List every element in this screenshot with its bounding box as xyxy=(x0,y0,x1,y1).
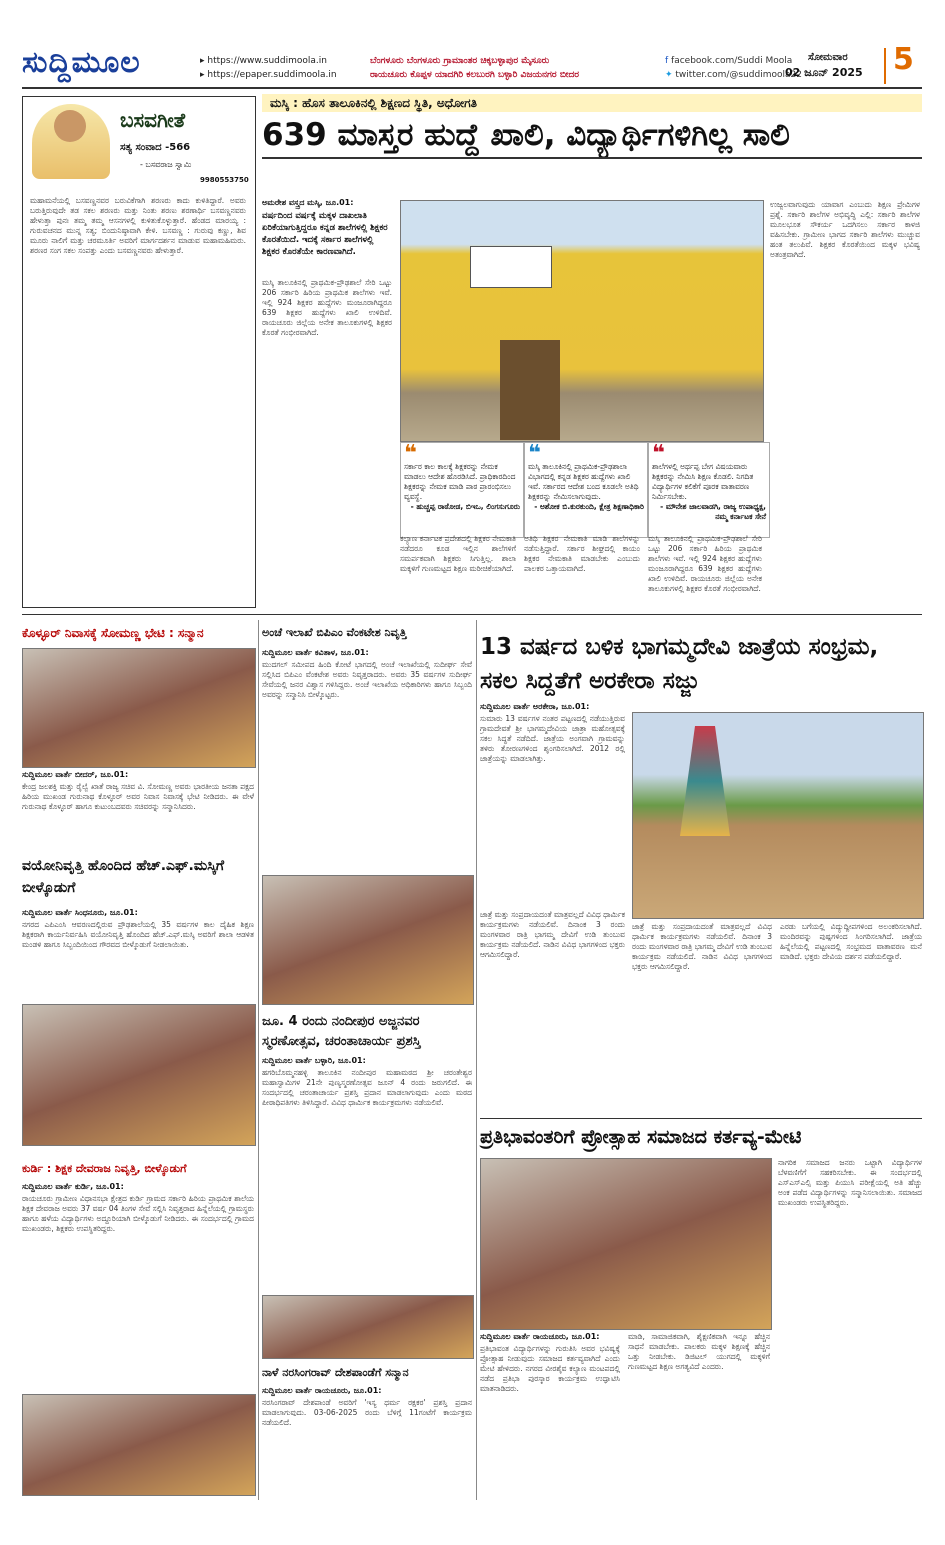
globe-icon: ▸ xyxy=(200,70,208,80)
masthead-logo: ಸುದ್ದಿಮೂಲ xyxy=(22,45,141,80)
bpm-photo xyxy=(262,875,474,1005)
narasing-dateline: ಸುದ್ದಿಮೂಲ ವಾರ್ತೆ ರಾಯಚೂರು, ಜೂ.01: xyxy=(262,1386,382,1395)
section-rule xyxy=(22,614,922,615)
jatre-body-2: ಜಾತ್ರೆ ಮತ್ತು ಸಂಪ್ರದಾಯದಂತೆ ಮಾತ್ರವಲ್ಲದೆ ವಿವಿಧ ಧಾರ್ಮಿಕ ಕಾರ್ಯಕ್ರಮಗಳು ನಡೆಯಲಿವೆ. ದಿನಾಂಕ 3 ರಂದು ಮಂಗಳವಾರ ರಾತ್ರಿ ಭಾಗಮ್ಮ ದೇವಿಗೆ ಉಡಿ ತುಂಬುವ ಕಾರ್ಯಕ್ರಮ ನಡೆಯಲಿದೆ. ನಾಡಿನ ವಿವಿಧ ಭಾಗಗಳಿಂದ ಭಕ್ತರು ಆಗಮಿಸಲಿದ್ದಾರೆ. xyxy=(480,910,625,959)
masthead-urls xyxy=(200,54,337,82)
basava-phone: 9980553750 xyxy=(200,176,249,184)
lead-body-3b: ಮಸ್ಕಿ ತಾಲೂಕಿನಲ್ಲಿ ಪ್ರಾಥಮಿಕ-ಪ್ರೌಢಶಾಲೆ ಸೇರಿ ಒಟ್ಟು 206 ಸರ್ಕಾರಿ ಹಿರಿಯ ಪ್ರಾಥಮಿಕ ಶಾಲೆಗಳು ಇವೆ. ಇಲ್ಲಿ 924 ಶಿಕ್ಷಕರ ಹುದ್ದೆಗಳು ಮಂಜೂರಾಗಿದ್ದರೂ 639 ಶಿಕ್ಷಕರ ಹುದ್ದೆಗಳು ಖಾಲಿ ಉಳಿದಿವೆ. ರಾಯಚೂರು ಜಿಲ್ಲೆಯ ಅನೇಕ ತಾಲೂಕುಗಳಲ್ಲಿ ಶಿಕ್ಷಕರ ಕೊರತೆ ಗಂಭೀರವಾಗಿದೆ. xyxy=(648,534,762,593)
day-label: ಸೋಮವಾರ xyxy=(808,52,848,63)
lead-right-column: ಉಜ್ವಲವಾಗುವುದು ಯಾವಾಗ ಎಂಬುದು ಶಿಕ್ಷಣ ಪ್ರೇಮಿಗಳ ಪ್ರಶ್ನೆ. ಸರ್ಕಾರಿ ಶಾಲೆಗಳ ಅಭಿವೃದ್ಧಿ ಎಲ್ಲಿ: ಸರ್ಕಾರಿ ಶಾಲೆಗಳ ಮೂಲಭೂತ ಸೌಕರ್ಯ ಒದಗಿಸಲು ಸರ್ಕಾರ ಕಾಳಜಿ ವಹಿಸಬೇಕು. ಗ್ರಾಮೀಣ ಭಾಗದ ಸರ್ಕಾರಿ ಶಾಲೆಗಳು ಮುಚ್ಚುವ ಹಂತ ತಲುಪಿವೆ. ಶಿಕ್ಷಕರ ಕೊರತೆಯಿಂದ ಮಕ್ಕಳ ಭವಿಷ್ಯ ಅತಂತ್ರವಾಗಿದೆ. xyxy=(770,200,920,259)
kurdi-photo xyxy=(22,1394,256,1496)
quote-1-author: - ಹುಚ್ಚಪ್ಪ ರಾಠೋಡ, ಬಿಇಒ, ಲಿಂಗಸುಗೂರು xyxy=(410,502,520,511)
pratibha-headline: ಪ್ರತಿಭಾವಂತರಿಗೆ ಪ್ರೋತ್ಸಾಹ ಸಮಾಜದ ಕರ್ತವ್ಯ-ಮೇಟಿ xyxy=(480,1126,802,1148)
masthead-rule xyxy=(22,87,922,89)
lead-kicker: ಮಸ್ಕಿ : ಹೊಸ ತಾಲೂಕಿನಲ್ಲಿ ಶಿಕ್ಷಣದ ಸ್ಥಿತಿ, ಅಧೋಗತಿ xyxy=(270,96,477,110)
jatre-dateline: ಸುದ್ದಿಮೂಲ ವಾರ್ತೆ ಅರಕೇರಾ, ಜೂ.01: xyxy=(480,702,590,711)
pratibha-body-3: ನಾಗರಿಕ ಸಮಾಜದ ಜನರು ಒಟ್ಟಾಗಿ ವಿದ್ಯಾರ್ಥಿಗಳ ಬೆಳವಣಿಗೆಗೆ ಸಹಕರಿಸಬೇಕು. ಈ ಸಂದರ್ಭದಲ್ಲಿ ಎಸ್ಎಸ್ಎಲ್ಸಿ ಮತ್ತು ಪಿಯುಸಿ ಪರೀಕ್ಷೆಯಲ್ಲಿ ಅತಿ ಹೆಚ್ಚು ಅಂಕ ಪಡೆದ ವಿದ್ಯಾರ್ಥಿಗಳನ್ನು ಸನ್ಮಾನಿಸಲಾಯಿತು. ಸಮಾಜದ ಮುಖಂಡರು ಉಪಸ್ಥಿತರಿದ್ದರು. xyxy=(778,1158,922,1207)
website-link-text: https://www.suddimoola.in xyxy=(207,56,327,66)
page-number-divider xyxy=(884,48,886,84)
kurdi-headline: ಕುರ್ಡಿ : ಶಿಕ್ಷಕ ದೇವರಾಜ ನಿವೃತ್ತಿ, ಬೀಳ್ಕೊಡುಗೆ xyxy=(22,1162,187,1175)
school-signboard xyxy=(470,246,552,288)
kurdi-dateline: ಸುದ್ದಿಮೂಲ ವಾರ್ತೆ ಕುರ್ಡಿ, ಜೂ.01: xyxy=(22,1182,124,1191)
quote-box-2 xyxy=(524,442,648,538)
pratibha-body-1: ಪ್ರತಿಭಾವಂತ ವಿದ್ಯಾರ್ಥಿಗಳನ್ನು ಗುರುತಿಸಿ ಅವರ ಭವಿಷ್ಯಕ್ಕೆ ಪ್ರೋತ್ಸಾಹ ನೀಡುವುದು ಸಮಾಜದ ಕರ್ತವ್ಯವಾಗಿದೆ ಎಂದು ಮೇಟಿ ಹೇಳಿದರು. ನಗರದ ವೀರಶೈವ ಕಲ್ಯಾಣ ಮಂಟಪದಲ್ಲಿ ನಡೆದ ಪ್ರತಿಭಾ ಪುರಸ್ಕಾರ ಕಾರ್ಯಕ್ರಮ ಉದ್ಘಾಟಿಸಿ ಮಾತನಾಡಿದರು. xyxy=(480,1344,620,1393)
quote-3-text: ಶಾಲೆಗಳಲ್ಲಿ ಅರ್ಥಪ್ಪ ಬೇಗ ವಿಷಯವಾರು ಶಿಕ್ಷಕರನ್ನು ನೇಮಿಸಿ ಶಿಕ್ಷಣ ಕೊಡಲಿ. ನಿಗದಿತ ವಿದ್ಯಾರ್ಥಿಗಳ ಕಲಿಕೆಗೆ ಪೂರಕ ವಾತಾವರಣ ನಿರ್ಮಿಸಬೇಕು. xyxy=(652,462,754,501)
facebook-icon: f xyxy=(665,56,672,66)
basava-face xyxy=(54,110,86,142)
pratibha-body-2: ಮಾಡಿ, ಸಾಮಾಜಿಕವಾಗಿ, ಶೈಕ್ಷಣಿಕವಾಗಿ ಇನ್ನೂ ಹೆಚ್ಚಿನ ಸಾಧನೆ ಮಾಡಬೇಕು. ಪಾಲಕರು ಮಕ್ಕಳ ಶಿಕ್ಷಣಕ್ಕೆ ಹೆಚ್ಚಿನ ಒತ್ತು ನೀಡಬೇಕು. ಡಿಜಿಟಲ್ ಯುಗದಲ್ಲಿ ಮಕ್ಕಳಿಗೆ ಗುಣಮಟ್ಟದ ಶಿಕ್ಷಣ ಅಗತ್ಯವಿದೆ ಎಂದರು. xyxy=(628,1332,770,1371)
retire-body: ನಗರದ ಎಪಿಎಂಸಿ ಆವರಣದಲ್ಲಿರುವ ಪ್ರೌಢಶಾಲೆಯಲ್ಲಿ 35 ವರ್ಷಗಳ ಕಾಲ ದೈಹಿಕ ಶಿಕ್ಷಣ ಶಿಕ್ಷಕರಾಗಿ ಕಾರ್ಯನಿರ್ವಹಿಸಿ ವಯೋನಿವೃತ್ತಿ ಹೊಂದಿದ ಹೆಚ್.ಎಫ್.ಮಸ್ಕಿ ಅವರಿಗೆ ಶಾಲಾ ಆಡಳಿತ ಮಂಡಳಿ ಹಾಗೂ ಸಿಬ್ಬಂದಿಯಿಂದ ಗೌರವದ ಬೀಳ್ಕೊಡುಗೆ ನೀಡಲಾಯಿತು. xyxy=(22,920,254,949)
lead-body-2: ಕಲ್ಯಾಣ ಕರ್ನಾಟಕ ಪ್ರದೇಶದಲ್ಲಿ ಶಿಕ್ಷಕರ ನೇಮಕಾತಿ ನಡೆದರೂ ಕೂಡ ಇಲ್ಲಿನ ಶಾಲೆಗಳಿಗೆ ಸಮರ್ಪಕವಾಗಿ ಶಿಕ್ಷಕರು ಸಿಗುತ್ತಿಲ್ಲ. ಶಾಲಾ ಮಕ್ಕಳಿಗೆ ಗುಣಮಟ್ಟದ ಶಿಕ್ಷಣ ಮರೀಚಿಕೆಯಾಗಿದೆ. xyxy=(400,534,516,573)
lead-body-3: ಅತಿಥಿ ಶಿಕ್ಷಕರ ನೇಮಕಾತಿ ಮಾಡಿ ಶಾಲೆಗಳನ್ನು ನಡೆಸುತ್ತಿದ್ದಾರೆ. ಸರ್ಕಾರ ಶೀಘ್ರದಲ್ಲಿ ಕಾಯಂ ಶಿಕ್ಷಕರ ನೇಮಕಾತಿ ಮಾಡಬೇಕು ಎಂಬುದು ಪಾಲಕರ ಒತ್ತಾಯವಾಗಿದೆ. xyxy=(524,534,640,573)
quote-mark-icon: ❝ xyxy=(528,441,541,466)
lead-body-1: ಮಸ್ಕಿ ತಾಲೂಕಿನಲ್ಲಿ ಪ್ರಾಥಮಿಕ-ಪ್ರೌಢಶಾಲೆ ಸೇರಿ ಒಟ್ಟು 206 ಸರ್ಕಾರಿ ಹಿರಿಯ ಪ್ರಾಥಮಿಕ ಶಾಲೆಗಳು ಇವೆ. ಇಲ್ಲಿ 924 ಶಿಕ್ಷಕರ ಹುದ್ದೆಗಳು ಮಂಜೂರಾಗಿದ್ದರೂ 639 ಶಿಕ್ಷಕರ ಹುದ್ದೆಗಳು ಖಾಲಿ ಉಳಿದಿವೆ. ರಾಯಚೂರು ಜಿಲ್ಲೆಯ ಅನೇಕ ತಾಲೂಕುಗಳಲ್ಲಿ ಶಿಕ್ಷಕರ ಕೊರತೆ ಗಂಭೀರವಾಗಿದೆ. xyxy=(262,278,392,337)
masthead-social xyxy=(665,54,802,82)
somanna-body: ಕೇಂದ್ರ ಜಲಶಕ್ತಿ ಮತ್ತು ರೈಲ್ವೆ ಖಾತೆ ರಾಜ್ಯ ಸಚಿವ ವಿ. ಸೋಮಣ್ಣ ಅವರು ಭಾರತೀಯ ಜನತಾ ಪಕ್ಷದ ಹಿರಿಯ ಮುಖಂಡ ಗುರುನಾಥ ಕೊಳ್ಳೂರ್ ಅವರ ನಿವಾಸ ನಿವಾಸಕ್ಕೆ ಭೇಟಿ ನೀಡಿದರು. ಈ ವೇಳೆ ಗುರುನಾಥ ಕೊಳ್ಳೂರ್ ಹಾಗೂ ಕುಟುಂಬದವರು ಸಚಿವರನ್ನು ಸನ್ಮಾನಿಸಿದರು. xyxy=(22,782,254,811)
bpm-dateline: ಸುದ್ದಿಮೂಲ ವಾರ್ತೆ ಕವಿತಾಳ, ಜೂ.01: xyxy=(262,648,369,657)
school-door xyxy=(500,340,560,440)
temple-photo xyxy=(632,712,924,919)
twitter-link[interactable] xyxy=(665,68,802,82)
jatre-headline: 13 ವರ್ಷದ ಬಳಿಕ ಭಾಗಮ್ಮದೇವಿ ಜಾತ್ರೆಯ ಸಂಭ್ರಮ, ಸಕಲ ಸಿದ್ದತೆಗೆ ಅರಕೇರಾ ಸಜ್ಜು xyxy=(480,634,879,694)
kurdi-body: ರಾಯಚೂರು ಗ್ರಾಮೀಣ ವಿಧಾನಸಭಾ ಕ್ಷೇತ್ರದ ಕುರ್ಡಿ ಗ್ರಾಮದ ಸರ್ಕಾರಿ ಹಿರಿಯ ಪ್ರಾಥಮಿಕ ಶಾಲೆಯ ಶಿಕ್ಷಕ ದೇವರಾಜ ಅವರು 37 ವರ್ಷ 04 ತಿಂಗಳ ಸೇವೆ ಸಲ್ಲಿಸಿ ನಿವೃತ್ತರಾದ ಹಿನ್ನೆಲೆಯಲ್ಲಿ ಗ್ರಾಮಸ್ಥರು ಹಾಗೂ ಹಳೆಯ ವಿದ್ಯಾರ್ಥಿಗಳು ಅದ್ದೂರಿಯಾಗಿ ಬೀಳ್ಕೊಡುಗೆ ನೀಡಿದರು. ಈ ಸಂದರ್ಭದಲ್ಲಿ ಗ್ರಾಮದ ಮುಖಂಡರು, ಶಿಕ್ಷಕರು ಉಪಸ್ಥಿತರಿದ್ದರು. xyxy=(22,1194,254,1233)
retire-photo xyxy=(22,1004,256,1146)
quote-2-text: ಮಸ್ಕಿ ತಾಲೂಕಿನಲ್ಲಿ ಪ್ರಾಥಮಿಕ-ಪ್ರೌಢಶಾಲಾ ವಿಭಾಗದಲ್ಲಿ ಕನ್ನಡ ಶಿಕ್ಷಕರ ಹುದ್ದೆಗಳು ಖಾಲಿ ಇವೆ. ಸರ್ಕಾರದ ಆದೇಶ ಬಂದ ಕೂಡಲೇ ಅತಿಥಿ ಶಿಕ್ಷಕರನ್ನು ನೇಮಿಸಲಾಗುವುದು. xyxy=(528,462,639,501)
pratibha-photo xyxy=(480,1158,772,1330)
pratibha-rule xyxy=(480,1118,922,1119)
epaper-link[interactable] xyxy=(200,68,337,82)
lead-headline: 639 ಮಾಸ್ತರ ಹುದ್ದೆ ಖಾಲಿ, ವಿದ್ಯಾರ್ಥಿಗಳಿಗಿಲ್ಲ ಸಾಲಿ xyxy=(262,117,790,153)
facebook-text: facebook.com/Suddi Moola xyxy=(671,56,793,66)
twitter-icon: ✦ xyxy=(665,70,676,80)
basava-title: ಬಸವಗೀತೆ xyxy=(120,108,186,132)
lead-rule xyxy=(262,157,922,159)
quote-box-3 xyxy=(648,442,770,538)
quote-3-author: - ಮೌನೇಶ ಜಾಲವಾಡಗಿ, ರಾಜ್ಯ ಉಪಾಧ್ಯಕ್ಷ, ನಮ್ಮ ಕರ್ನಾಟಕ ಸೇನೆ xyxy=(660,502,766,521)
somanna-photo xyxy=(22,648,256,768)
quote-mark-icon: ❝ xyxy=(652,441,665,466)
date-label: 02 ಜೂನ್ 2025 xyxy=(785,66,863,79)
bpm-headline: ಅಂಚೆ ಇಲಾಖೆ ಬಿಪಿಎಂ ವೆಂಕಟೇಶ ನಿವೃತ್ತಿ xyxy=(262,626,407,639)
jatre-body-1: ಸುಮಾರು 13 ವರ್ಷಗಳ ನಂತರ ಪಟ್ಟಣದಲ್ಲಿ ನಡೆಯುತ್ತಿರುವ ಗ್ರಾಮದೇವತೆ ಶ್ರೀ ಭಾಗಮ್ಮದೇವಿಯ ಜಾತ್ರಾ ಮಹೋತ್ಸವಕ್ಕೆ ಸಕಲ ಸಿದ್ಧತೆ ನಡೆದಿದೆ. ಜಾತ್ರೆಯ ಅಂಗವಾಗಿ ಗ್ರಾಮವನ್ನು ತಳಿರು ತೋರಣಗಳಿಂದ ಶೃಂಗರಿಸಲಾಗಿದೆ. 2012 ರಲ್ಲಿ ಜಾತ್ರೆಯನ್ನು ಮಾಡಲಾಗಿತ್ತು. xyxy=(480,714,625,763)
epaper-link-text: https://epaper.suddimoola.in xyxy=(207,70,337,80)
retire-headline: ವಯೋನಿವೃತ್ತಿ ಹೊಂದಿದ ಹೆಚ್.ಎಫ್.ಮಸ್ಕಿಗೆ ಬೀಳ್ಕೊಡುಗೆ xyxy=(22,858,225,896)
quote-2-author: - ಅಶೋಕ ಬಿ.ಕುರಕುಂದಿ, ಕ್ಷೇತ್ರ ಶಿಕ್ಷಣಾಧಿಕಾರಿ xyxy=(534,502,644,511)
website-link[interactable] xyxy=(200,54,337,68)
somanna-dateline: ಸುದ್ದಿಮೂಲ ವಾರ್ತೆ ಬೀದರ್, ಜೂ.01: xyxy=(22,770,129,779)
twitter-text: twitter.com/@suddimoola22 xyxy=(675,70,802,80)
masthead-cities xyxy=(370,54,579,82)
anjaneya-dateline: ಸುದ್ದಿಮೂಲ ವಾರ್ತೆ ಬಳ್ಳಾರಿ, ಜೂ.01: xyxy=(262,1056,366,1065)
quote-mark-icon: ❝ xyxy=(404,441,417,466)
pratibha-dateline: ಸುದ್ದಿಮೂಲ ವಾರ್ತೆ ರಾಯಚೂರು, ಜೂ.01: xyxy=(480,1332,600,1341)
basava-body: ಮಹಾಮನೆಯಲ್ಲಿ ಬಸವಣ್ಣನವರ ಬರುವಿಕೆಗಾಗಿ ಶರಣರು ಕಾದು ಕುಳಿತಿದ್ದಾರೆ. ಅವರು ಬರುತ್ತಿರುವುದೇ ತಡ ಸಕಲ ಶರಣರು ಮತ್ತು ನಿಂತು ಶರಣು ಶರಣಾರ್ಥಿ ಬಸವಣ್ಣನವರು ಹೇಳುತ್ತಾ ಪುನಃ ತಮ್ಮ ತಮ್ಮ ಆಸನಗಳಲ್ಲಿ ಕುಳಿತುಕೊಳ್ಳುತ್ತಾರೆ. ಹೆಂಡದ ಮಾರಯ್ಯ : ಗುರುವಚನದ ಮುನ್ನ ಸತ್ಯ; ಬಿಂದುನಿಷ್ಠಾವಾಗಿ ಕೇಳಿ. ಬಸವಣ್ಣ : ಗುರುವು ಕಣ್ಣು, ಶಿವ ಮೂರು ನಾಲಿಗೆ ಮತ್ತು ಚರಮೂರ್ತಿ ಅವರಿಗೆ ಮಾರ್ಗದರ್ಶನ ಮಾಡುವ ಮಹಾಮಹಿಮರು. ಶರಣರ ಸಂಗ ಸಕಲ ಸಂಪತ್ತು ಎಂದು ಬಸವಣ್ಣನವರು ಹೇಳುತ್ತಾರೆ. xyxy=(30,196,246,255)
lead-intro: ವರ್ಷದಿಂದ ವರ್ಷಕ್ಕೆ ಮಕ್ಕಳ ದಾಖಲಾತಿ ಏರಿಕೆಯಾಗುತ್ತಿದ್ದರೂ ಕನ್ನಡ ಶಾಲೆಗಳಲ್ಲಿ ಶಿಕ್ಷಕರ ಕೊರತೆಯಿದೆ. ಇದಕ್ಕೆ ಸರ್ಕಾರ ಶಾಲೆಗಳಲ್ಲಿ ಶಿಕ್ಷಕರ ಕೊರತೆಯೇ ಕಾರಣವಾಗಿದೆ. xyxy=(262,211,388,257)
school-photo xyxy=(400,200,764,442)
somanna-headline: ಕೊಳ್ಳೂರ್ ನಿವಾಸಕ್ಕೆ ಸೋಮಣ್ಣ ಭೇಟಿ : ಸನ್ಮಾನ xyxy=(22,626,204,640)
retire-dateline: ಸುದ್ದಿಮೂಲ ವಾರ್ತೆ ಸಿಂಧನೂರು, ಜೂ.01: xyxy=(22,908,138,917)
narasing-headline: ನಾಳೆ ನರಸಿಂಗರಾವ್ ದೇಶಪಾಂಡೆಗೆ ಸನ್ಮಾನ xyxy=(262,1366,409,1379)
anjaneya-headline: ಜೂ. 4 ರಂದು ನಂದೀಪುರ ಅಜ್ಜನವರ ಸ್ಮರಣೋತ್ಸವ, ಚರಂತಾಚಾರ್ಯ ಪ್ರಶಸ್ತಿ xyxy=(262,1014,421,1049)
globe-icon: ▸ xyxy=(200,56,208,66)
quote-box-1 xyxy=(400,442,524,538)
basava-author: - ಬಸವರಾಜ ಸ್ವಾಮಿ xyxy=(140,160,192,169)
facebook-link[interactable] xyxy=(665,54,802,68)
lead-dateline: ಅಮರೇಶ ವಸ್ತ್ರದ ಮಸ್ಕಿ, ಜೂ.01: xyxy=(262,198,354,207)
basava-subtitle: ಸತ್ಯ ಸಂವಾದ -566 xyxy=(120,142,191,153)
jatre-body-2b: ಜಾತ್ರೆ ಮತ್ತು ಸಂಪ್ರದಾಯದಂತೆ ಮಾತ್ರವಲ್ಲದೆ ವಿವಿಧ ಧಾರ್ಮಿಕ ಕಾರ್ಯಕ್ರಮಗಳು ನಡೆಯಲಿವೆ. ದಿನಾಂಕ 3 ರಂದು ಮಂಗಳವಾರ ರಾತ್ರಿ ಭಾಗಮ್ಮ ದೇವಿಗೆ ಉಡಿ ತುಂಬುವ ಕಾರ್ಯಕ್ರಮ ನಡೆಯಲಿದೆ. ನಾಡಿನ ವಿವಿಧ ಭಾಗಗಳಿಂದ ಭಕ್ತರು ಆಗಮಿಸಲಿದ್ದಾರೆ. xyxy=(632,922,772,971)
quote-1-text: ಸರ್ಕಾರ ಕಾಲ ಕಾಲಕ್ಕೆ ಶಿಕ್ಷಕರನ್ನು ನೇಮಕ ಮಾಡಲು ಆದೇಶ ಹೊರಡಿಸಿದೆ. ಪ್ರಾಧಿಕಾರದಿಂದ ಶಿಕ್ಷಕರನ್ನು ನೇಮಕ ಮಾಡಿ ಪಾಠ ಪ್ರಾರಂಭಿಸಲು ವ್ಯವಸ್ಥೆ. xyxy=(404,462,516,501)
cities-line-2: ರಾಯಚೂರು ಕೊಪ್ಪಳ ಯಾದಗಿರಿ ಕಲಬುರಗಿ ಬಳ್ಳಾರಿ ವಿಜಯನಗರ ಬೀದರ xyxy=(370,70,580,80)
bpm-body: ಮುದಗಲ್ ಸಮೀಪದ ಹಿಂದಿ ಕೋಟೆ ಭಾಗದಲ್ಲಿ ಅಂಚೆ ಇಲಾಖೆಯಲ್ಲಿ ಸುದೀರ್ಘ ಸೇವೆ ಸಲ್ಲಿಸಿದ ಬಿಪಿಎಂ ವೆಂಕಟೇಶ ಅವರು ನಿವೃತ್ತರಾದರು. ಅವರು 35 ವರ್ಷಗಳ ಸುದೀರ್ಘ ಸೇವೆಯಲ್ಲಿ ಜನರ ವಿಶ್ವಾಸ ಗಳಿಸಿದ್ದರು. ಅಂಚೆ ಇಲಾಖೆಯ ಅಧಿಕಾರಿಗಳು ಹಾಗೂ ಸಿಬ್ಬಂದಿ ಅವರನ್ನು ಸನ್ಮಾನಿಸಿ ಬೀಳ್ಕೊಟ್ಟರು. xyxy=(262,660,472,699)
page-number: 5 xyxy=(893,42,914,77)
column-divider xyxy=(258,620,259,1500)
cities-line-1: ಬೆಂಗಳೂರು ಬೆಂಗಳೂರು ಗ್ರಾಮಾಂತರ ಚಿಕ್ಕಬಳ್ಳಾಪುರ ಮೈಸೂರು xyxy=(370,56,550,66)
jatre-body-3: ಎರಡು ಬಗೆಯಲ್ಲಿ ವಿದ್ಯುದ್ದೀಪಗಳಿಂದ ಅಲಂಕರಿಸಲಾಗಿದೆ. ಮಂದಿರವನ್ನು ಪುಷ್ಪಗಳಿಂದ ಸಿಂಗರಿಸಲಾಗಿದೆ. ಜಾತ್ರೆಯ ಹಿನ್ನೆಲೆಯಲ್ಲಿ ಪಟ್ಟಣದಲ್ಲಿ ಸಂಭ್ರಮದ ವಾತಾವರಣ ಮನೆ ಮಾಡಿದೆ. ಭಕ್ತರು ದೇವಿಯ ದರ್ಶನ ಪಡೆಯಲಿದ್ದಾರೆ. xyxy=(780,922,922,961)
anjaneya-photo xyxy=(262,1295,474,1359)
column-divider xyxy=(476,620,477,1500)
narasing-body: ನರಸಿಂಗರಾವ್ ದೇಶಪಾಂಡೆ ಅವರಿಗೆ 'ಇಸ್ಯ ಧರ್ಮ ರಕ್ಷಕರ' ಪ್ರಶಸ್ತಿ ಪ್ರದಾನ ಮಾಡಲಾಗುವುದು. 03-06-2025 ರಂದು ಬೆಳಿಗ್ಗೆ 11ಗಂಟೆಗೆ ಕಾರ್ಯಕ್ರಮ ನಡೆಯಲಿದೆ. xyxy=(262,1398,472,1427)
anjaneya-body: ಹಗರಿಬೊಮ್ಮನಹಳ್ಳಿ ತಾಲೂಕಿನ ನಂದೀಪುರ ಮಹಾಮಠದ ಶ್ರೀ ಚರಂತೇಶ್ವರ ಮಹಾಸ್ವಾಮಿಗಳ 21ನೇ ಪುಣ್ಯಸ್ಮರಣೋತ್ಸವ ಜೂನ್ 4 ರಂದು ಜರುಗಲಿದೆ. ಈ ಸಂದರ್ಭದಲ್ಲಿ ಚರಂತಾಚಾರ್ಯ ಪ್ರಶಸ್ತಿ ಪ್ರದಾನ ಮಾಡಲಾಗುವುದು ಎಂದು ಮಠದ ಪೀಠಾಧಿಪತಿಗಳು ತಿಳಿಸಿದ್ದಾರೆ. ವಿವಿಧ ಧಾರ್ಮಿಕ ಕಾರ್ಯಕ್ರಮಗಳು ನಡೆಯಲಿವೆ. xyxy=(262,1068,472,1107)
